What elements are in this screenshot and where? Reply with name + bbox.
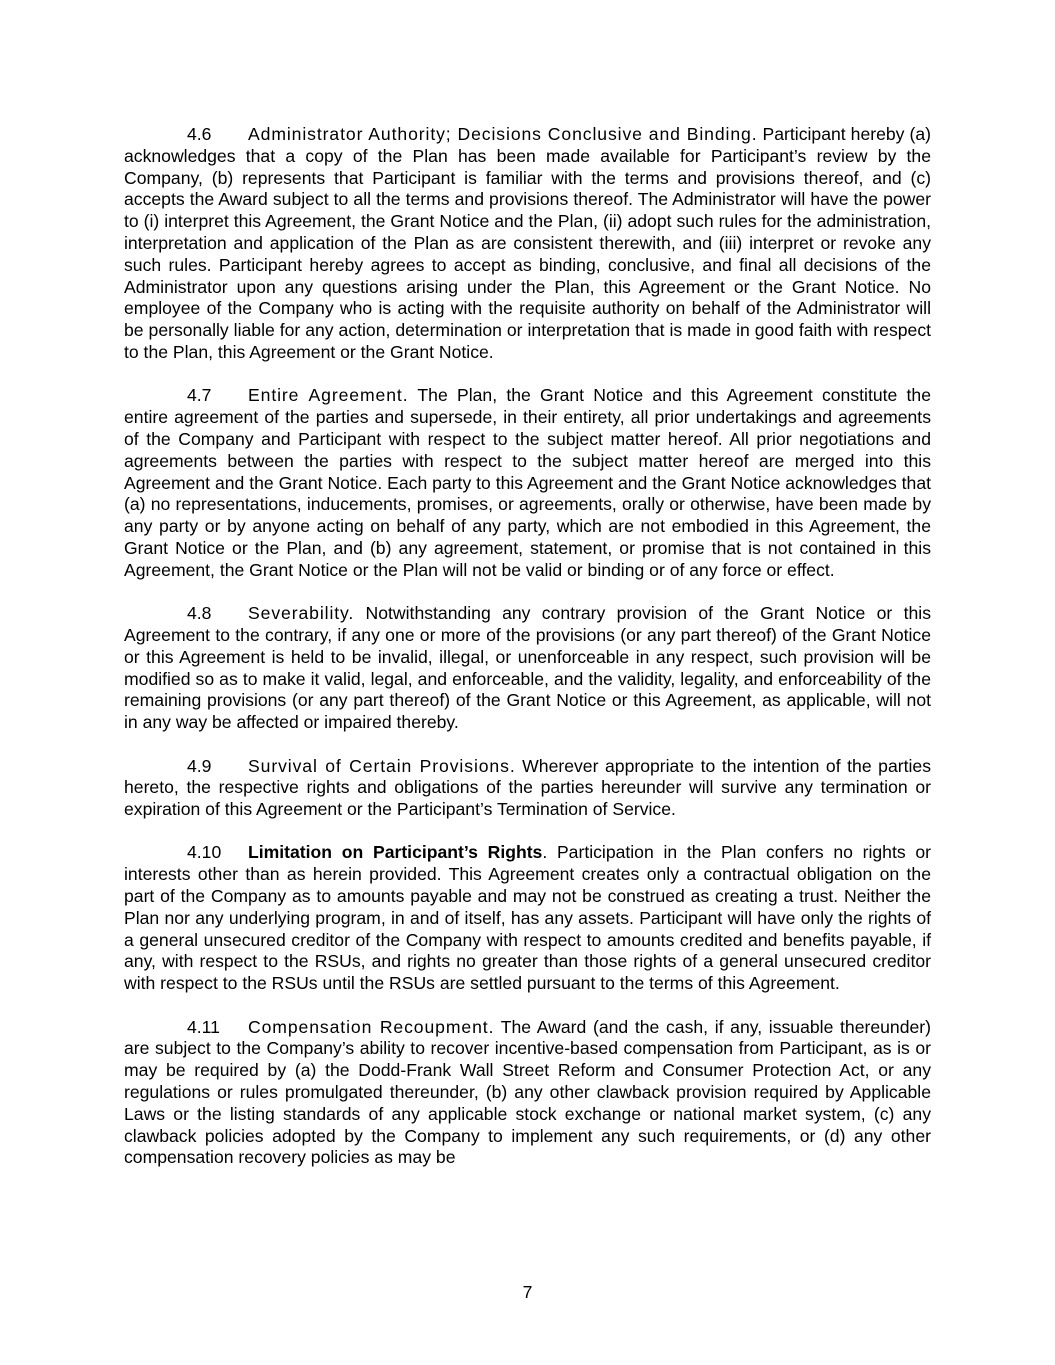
section-heading: Compensation Recoupment. bbox=[248, 1016, 495, 1037]
section-text: The Plan, the Grant Notice and this Agreement constitute the entire agreement of the parties and supersede, in their entirety, all prior undertakings and agreements of the Company and Participant with respect to the subject matter hereof. All prior negotiations and agreements between the parties with respect to the subject matter hereof are merged into this Agreement and the Grant Notice. Each party to this Agreement and the Grant Notice acknowledges that (a) no representations, inducements, promises, or agreements, orally or otherwise, have been made by any party or by anyone acting on behalf of any party, which are not embodied in this Agreement, the Grant Notice or the Plan, and (b) any agreement, statement, or promise that is not contained in this Agreement, the Grant Notice or the Plan will not be valid or binding or of any force or effect. bbox=[124, 385, 931, 580]
section-text: Wherever appropriate to the intention of the parties hereto, the respective rights and obligations of the parties hereunder will survive any termination or expiration of this Agreement or the Participant’s Termination of Service. bbox=[124, 755, 931, 820]
section-heading: Severability. bbox=[248, 603, 355, 624]
section-4-8 bbox=[124, 603, 931, 734]
section-heading: Survival of Certain Provisions. bbox=[248, 755, 516, 776]
section-4-11 bbox=[124, 1017, 931, 1170]
section-number: 4.7 bbox=[187, 385, 212, 406]
section-heading: Entire Agreement. bbox=[248, 385, 409, 406]
section-number: 4.6 bbox=[187, 124, 212, 144]
section-number: 4.8 bbox=[187, 603, 212, 624]
section-number: 4.9 bbox=[187, 755, 212, 776]
section-text: Participant hereby (a) acknowledges that a copy of the Plan has been made available for Participant’s review by the Company, (b) represents that Participant is familiar with the terms and provisions thereof, and (c) accepts the Award subject to all the terms and provisions thereof. The Administrator will have the power to (i) interpret this Agreement, the Grant Notice and the Plan, (ii) adopt such rules for the administration, interpretation and application of the Plan as are consistent therewith, and (iii) interpret or revoke any such rules. Participant hereby agrees to accept as binding, conclusive, and final all decisions of the Administrator upon any questions arising under the Plan, this Agreement or the Grant Notice. No employee of the Company who is acting with the requisite authority on behalf of the Administrator will be personally liable for any action, determination or interpretation that is made in good faith with respect to the Plan, this Agreement or the Grant Notice. bbox=[124, 124, 931, 362]
section-4-9 bbox=[124, 756, 931, 821]
section-4-6 bbox=[124, 124, 931, 364]
document-body bbox=[124, 124, 931, 1191]
section-heading: Administrator Authority; Decisions Conclusive and Binding. bbox=[248, 124, 758, 144]
page-number: 7 bbox=[522, 1282, 533, 1302]
section-text: . Participation in the Plan confers no rights or interests other than as herein provided. This Agreement creates only a contractual obligation on the part of the Company as to amounts payable and may not be construed as creating a trust. Neither the Plan nor any underlying program, in and of itself, has any assets. Participant will have only the rights of a general unsecured creditor of the Company with respect to amounts credited and benefits payable, if any, with respect to the RSUs, and rights no greater than those rights of a general unsecured creditor with respect to the RSUs until the RSUs are settled pursuant to the terms of this Agreement. bbox=[124, 842, 931, 994]
section-text: The Award (and the cash, if any, issuable thereunder) are subject to the Company’s ability to recover incentive-based compensation from Participant, as is or may be required by (a) the Dodd-Frank Wall Street Reform and Consumer Protection Act, or any regulations or rules promulgated thereunder, (b) any other clawback provision required by Applicable Laws or the listing standards of any applicable stock exchange or national market system, (c) any clawback policies adopted by the Company to implement any such requirements, or (d) any other compensation recovery policies as may be bbox=[124, 1016, 931, 1168]
section-number: 4.11 bbox=[187, 1016, 220, 1037]
section-4-10 bbox=[124, 842, 931, 995]
section-4-7 bbox=[124, 385, 931, 581]
section-heading: Limitation on Participant’s Rights bbox=[248, 842, 543, 863]
section-number: 4.10 bbox=[187, 842, 222, 863]
section-text: Notwithstanding any contrary provision of the Grant Notice or this Agreement to the contrary, if any one or more of the provisions (or any part thereof) of the Grant Notice or this Agreement is held to be invalid, illegal, or unenforceable in any respect, such provision will be modified so as to make it valid, legal, and enforceable, and the validity, legality, and enforceability of the remaining provisions (or any part thereof) of the Grant Notice or this Agreement, as applicable, will not in any way be affected or impaired thereby. bbox=[124, 603, 931, 733]
